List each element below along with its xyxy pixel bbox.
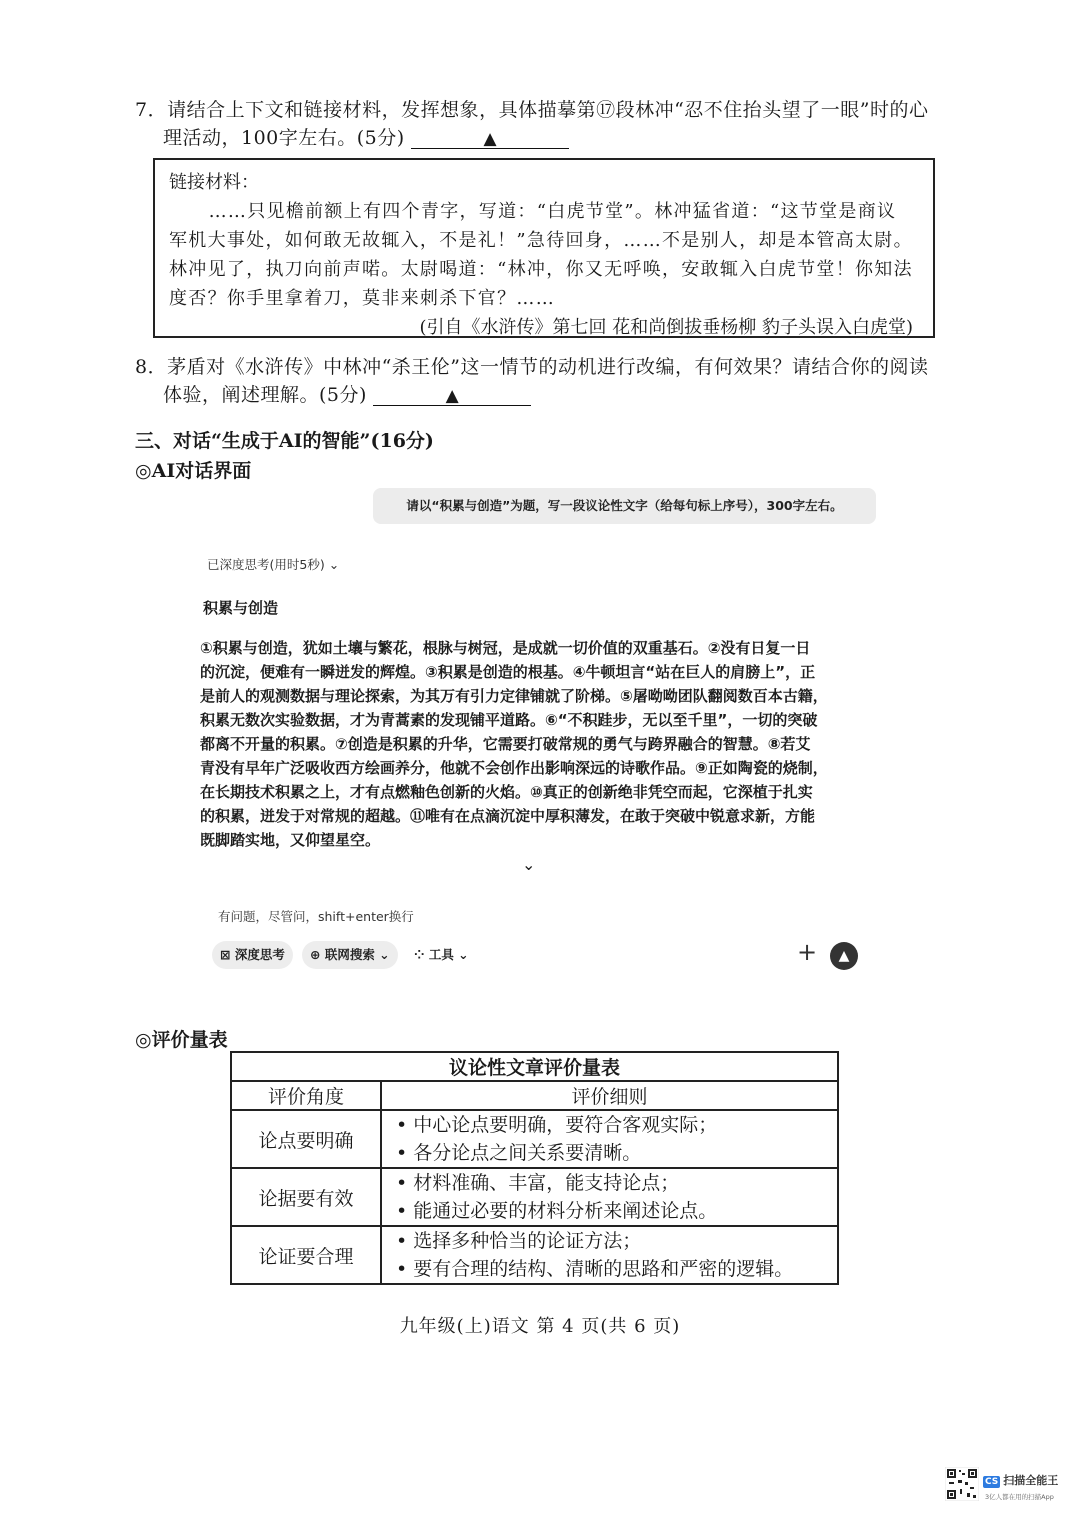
link-material-label: 链接材料： xyxy=(169,172,259,193)
question-8-line1: 8．茅盾对《水浒传》中林冲“杀王伦”这一情节的动机进行改编，有何效果？请结合你的阅读 xyxy=(135,356,929,378)
rubric-title: 议论性文章评价量表 xyxy=(231,1052,838,1081)
chevron-down-icon: ⌄ xyxy=(328,557,340,572)
question-7 xyxy=(135,96,929,152)
detail-item: • 中心论点要明确，要符合客观实际； xyxy=(396,1114,718,1136)
page-footer: 九年级(上)语文 第 4 页(共 6 页) xyxy=(399,1316,681,1337)
answer-body xyxy=(200,636,880,852)
answer-line: ①积累与创造，犹如土壤与繁花，根脉与树冠，是成就一切价值的双重基石。②没有日复一日 xyxy=(200,639,811,657)
detail-item: • 能通过必要的材料分析来阐述论点。 xyxy=(396,1200,718,1222)
link-material-source: (引自《水浒传》第七回 花和尚倒拔垂杨柳 豹子头误入白虎堂) xyxy=(419,317,913,338)
question-7-line2: 理活动，100字左右。(5分) xyxy=(163,127,405,149)
answer-title: 积累与创造 xyxy=(203,599,279,617)
section-3-title: 三、对话“生成于AI的智能”(16分) xyxy=(135,430,434,452)
column-header-detail: 评价细则 xyxy=(381,1081,838,1110)
answer-line: 既脚踏实地，又仰望星空。 xyxy=(200,831,381,849)
question-7-line1: 7．请结合上下文和链接材料，发挥想象，具体描摹第⑰段林冲“忍不住抬头望了一眼”时的心 xyxy=(135,99,929,121)
link-material-line: 度否？你手里拿着刀，莫非来刺杀下官？…… xyxy=(169,288,555,309)
scanner-name: 扫描全能王 xyxy=(1003,1474,1059,1487)
detail-item: • 材料准确、丰富，能支持论点； xyxy=(396,1172,680,1194)
answer-line: 的沉淀，便难有一瞬迸发的辉煌。③积累是创造的根基。④牛顿坦言“站在巨人的肩膀上”，正 xyxy=(200,663,816,681)
rubric-detail xyxy=(381,1226,838,1284)
question-8 xyxy=(135,353,929,409)
tools-chip[interactable]: ⁘ 工具 ⌄ xyxy=(414,947,469,962)
plus-icon[interactable]: + xyxy=(797,938,818,966)
scanner-brand xyxy=(983,1472,1058,1488)
answer-blank-7[interactable] xyxy=(411,130,569,149)
detail-item: • 各分论点之间关系要清晰。 xyxy=(396,1142,642,1164)
table-row xyxy=(231,1110,838,1168)
answer-line: 青没有早年广泛吸收西方绘画养分，他就不会创作出影响深远的诗歌作品。⑨正如陶瓷的烧制， xyxy=(200,759,828,777)
answer-line: 积累无数次实验数据，才为青蒿素的发现铺平道路。⑥“不积跬步，无以至千里”，一切的突破 xyxy=(200,711,818,729)
table-row xyxy=(231,1226,838,1284)
answer-line: 在长期技术积累之上，才有点燃釉色创新的火焰。⑩真正的创新绝非凭空而起，它深植于扎实 xyxy=(200,783,813,801)
question-8-line2: 体验，阐述理解。(5分) xyxy=(163,384,367,406)
qr-code-icon xyxy=(945,1467,979,1501)
rubric-aspect: 论据要有效 xyxy=(231,1168,381,1226)
deep-think-chip[interactable]: ⊠ 深度思考 xyxy=(212,941,293,969)
link-material-line: 军机大事处，如何敢无故辄入，不是礼！”急待回身，……不是别人，却是本管高太尉。 xyxy=(169,230,913,251)
deep-thinking-toggle[interactable] xyxy=(207,555,339,573)
rubric-detail xyxy=(381,1168,838,1226)
link-material-line: ……只见檐前额上有四个青字，写道：“白虎节堂”。林冲猛省道：“这节堂是商议 xyxy=(208,201,897,222)
column-header-aspect: 评价角度 xyxy=(231,1081,381,1110)
link-material-line: 林冲见了，执刀向前声喏。太尉喝道：“林冲，你又无呼唤，安敢辄入白虎节堂！你知法 xyxy=(169,259,913,280)
send-button[interactable]: ▲ xyxy=(830,942,858,970)
ai-dialog-heading: ◎AI对话界面 xyxy=(135,460,252,482)
rubric-heading: ◎评价量表 xyxy=(135,1029,228,1051)
rubric-table xyxy=(230,1051,839,1285)
rubric-aspect: 论证要合理 xyxy=(231,1226,381,1284)
web-search-chip[interactable]: ⊕ 联网搜索 ⌄ xyxy=(302,941,398,969)
detail-item: • 要有合理的结构、清晰的思路和严密的逻辑。 xyxy=(396,1258,794,1280)
scanner-badge-icon: CS xyxy=(985,1477,999,1487)
thinking-label: 已深度思考(用时5秒) xyxy=(207,557,325,572)
rubric-detail xyxy=(381,1110,838,1168)
answer-line: 的积累，迸发于对常规的超越。⑪唯有在点滴沉淀中厚积薄发，在敢于突破中锐意求新，方能 xyxy=(200,807,816,825)
link-material-box xyxy=(153,158,935,338)
table-row xyxy=(231,1168,838,1226)
answer-line: 都离不开量的积累。⑦创造是积累的升华，它需要打破常规的勇气与跨界融合的智慧。⑧若艾 xyxy=(200,735,811,753)
detail-item: • 选择多种恰当的论证方法； xyxy=(396,1230,642,1252)
rubric-aspect: 论点要明确 xyxy=(231,1110,381,1168)
expand-chevron-icon[interactable]: ⌄ xyxy=(522,855,536,874)
chat-input[interactable]: 有问题，尽管问，shift+enter换行 xyxy=(218,909,414,924)
scanner-tagline: 3亿人都在用的扫描App xyxy=(985,1493,1054,1501)
answer-line: 是前人的观测数据与理论探索，为其万有引力定律铺就了阶梯。⑤屠呦呦团队翻阅数百本古籍， xyxy=(200,687,828,705)
triangle-marker-icon: ▲ xyxy=(483,129,498,149)
user-prompt-bubble: 请以“积累与创造”为题，写一段议论性文字（给每句标上序号），300字左右。 xyxy=(373,488,876,524)
triangle-marker-icon: ▲ xyxy=(445,386,460,406)
answer-blank-8[interactable] xyxy=(373,387,531,406)
